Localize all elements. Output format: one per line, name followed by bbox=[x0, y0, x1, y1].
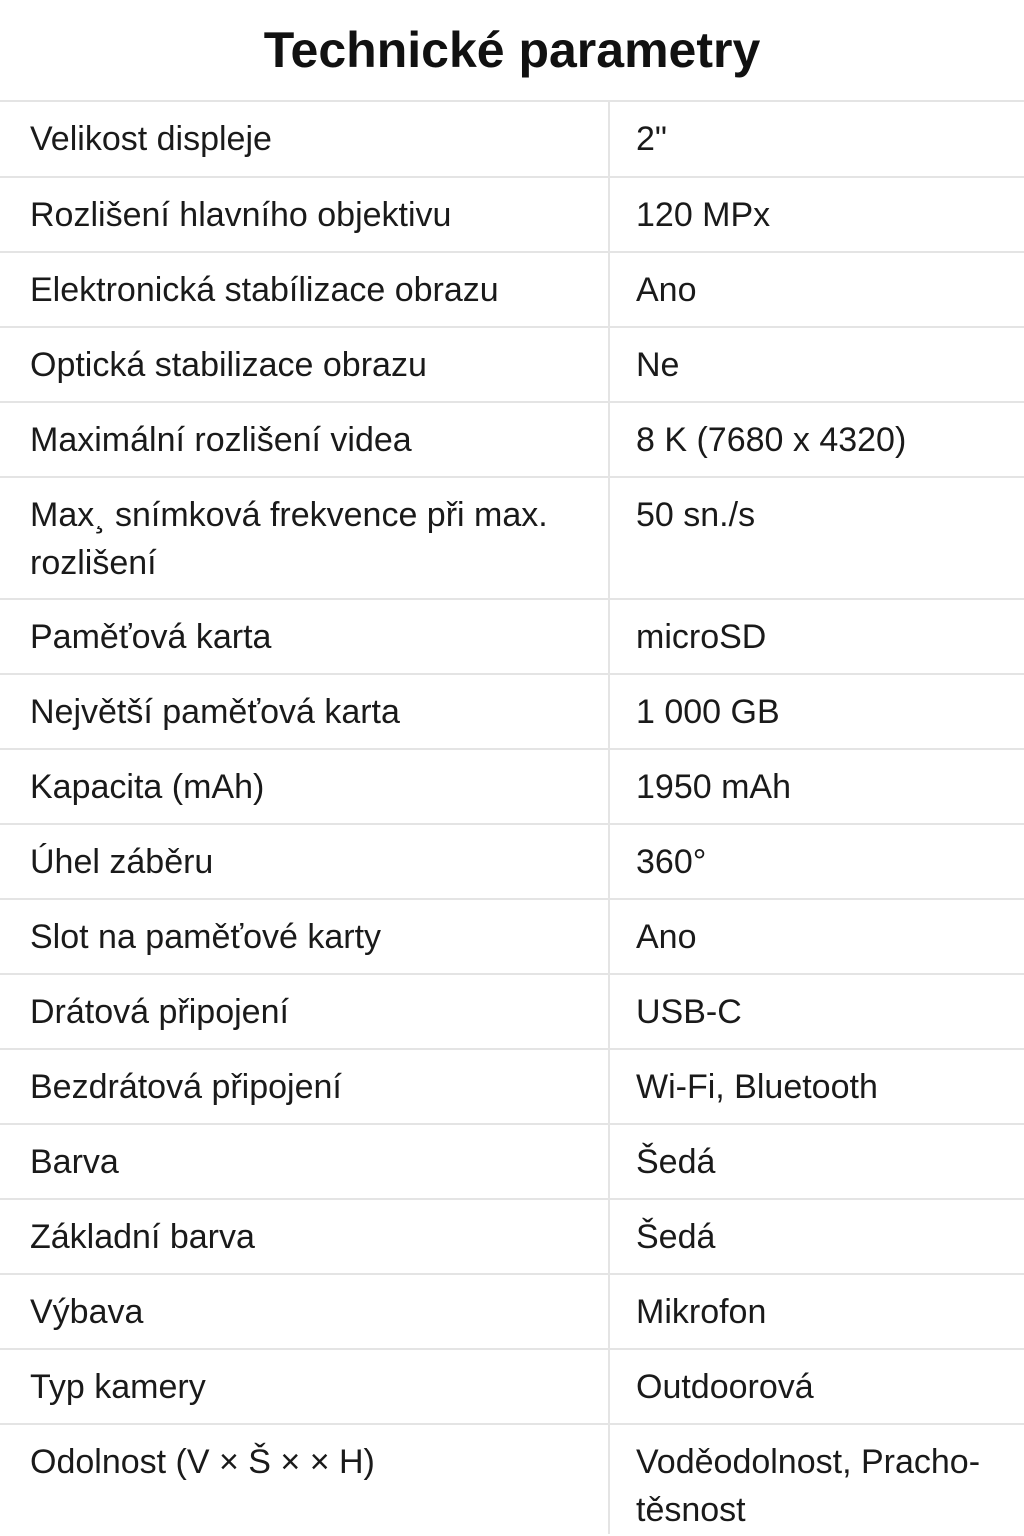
spec-label: Drátová připojení bbox=[0, 974, 609, 1049]
spec-value: 1950 mAh bbox=[609, 749, 1024, 824]
spec-value: 2" bbox=[609, 102, 1024, 177]
spec-table bbox=[0, 102, 1024, 1534]
table-row bbox=[0, 824, 1024, 899]
spec-label: Maximální rozlišení videa bbox=[0, 402, 609, 477]
table-row bbox=[0, 674, 1024, 749]
table-row bbox=[0, 252, 1024, 327]
table-row bbox=[0, 899, 1024, 974]
table-row bbox=[0, 1349, 1024, 1424]
table-row bbox=[0, 177, 1024, 252]
spec-label: Paměťová karta bbox=[0, 599, 609, 674]
table-row bbox=[0, 102, 1024, 177]
table-row bbox=[0, 402, 1024, 477]
spec-value: microSD bbox=[609, 599, 1024, 674]
table-row bbox=[0, 477, 1024, 599]
spec-label: Velikost displeje bbox=[0, 102, 609, 177]
spec-label: Barva bbox=[0, 1124, 609, 1199]
spec-label: Kapacita (mAh) bbox=[0, 749, 609, 824]
spec-label: Rozlišení hlavního objektivu bbox=[0, 177, 609, 252]
spec-value: Šedá bbox=[609, 1124, 1024, 1199]
spec-value: Ano bbox=[609, 899, 1024, 974]
spec-label: Optická stabilizace obrazu bbox=[0, 327, 609, 402]
spec-value: 1 000 GB bbox=[609, 674, 1024, 749]
spec-value: Wi-Fi, Bluetooth bbox=[609, 1049, 1024, 1124]
spec-value: 360° bbox=[609, 824, 1024, 899]
spec-value: Šedá bbox=[609, 1199, 1024, 1274]
table-row bbox=[0, 599, 1024, 674]
spec-label: Největší paměťová karta bbox=[0, 674, 609, 749]
spec-label: Elektronická stabílizace obrazu bbox=[0, 252, 609, 327]
spec-label: Úhel záběru bbox=[0, 824, 609, 899]
spec-label: Max¸ snímková frekvence při max. rozlišení bbox=[0, 477, 609, 599]
table-row bbox=[0, 1124, 1024, 1199]
spec-value: Voděodolnost, Pracho- těsnost bbox=[636, 1443, 981, 1529]
spec-label: Slot na paměťové karty bbox=[0, 899, 609, 974]
table-row bbox=[0, 1049, 1024, 1124]
spec-value: Mikrofon bbox=[609, 1274, 1024, 1349]
title-bar bbox=[0, 0, 1024, 102]
spec-label: Výbava bbox=[0, 1274, 609, 1349]
spec-value: Ano bbox=[609, 252, 1024, 327]
table-row bbox=[0, 974, 1024, 1049]
table-row bbox=[0, 749, 1024, 824]
spec-value: 8 K (7680 x 4320) bbox=[609, 402, 1024, 477]
spec-label: Odolnost (V × Š × × H) bbox=[0, 1424, 609, 1534]
table-row bbox=[0, 1199, 1024, 1274]
spec-value: 120 MPx bbox=[609, 177, 1024, 252]
spec-value: 50 sn./s bbox=[609, 477, 1024, 599]
table-row bbox=[0, 1424, 1024, 1534]
spec-label: Typ kamery bbox=[0, 1349, 609, 1424]
spec-value: Outdoorová bbox=[609, 1349, 1024, 1424]
page-title: Technické parametry bbox=[263, 22, 761, 78]
spec-label: Základní barva bbox=[0, 1199, 609, 1274]
table-row bbox=[0, 327, 1024, 402]
spec-value: USB-C bbox=[609, 974, 1024, 1049]
spec-value: Ne bbox=[609, 327, 1024, 402]
spec-label: Bezdrátová připojení bbox=[0, 1049, 609, 1124]
table-row bbox=[0, 1274, 1024, 1349]
